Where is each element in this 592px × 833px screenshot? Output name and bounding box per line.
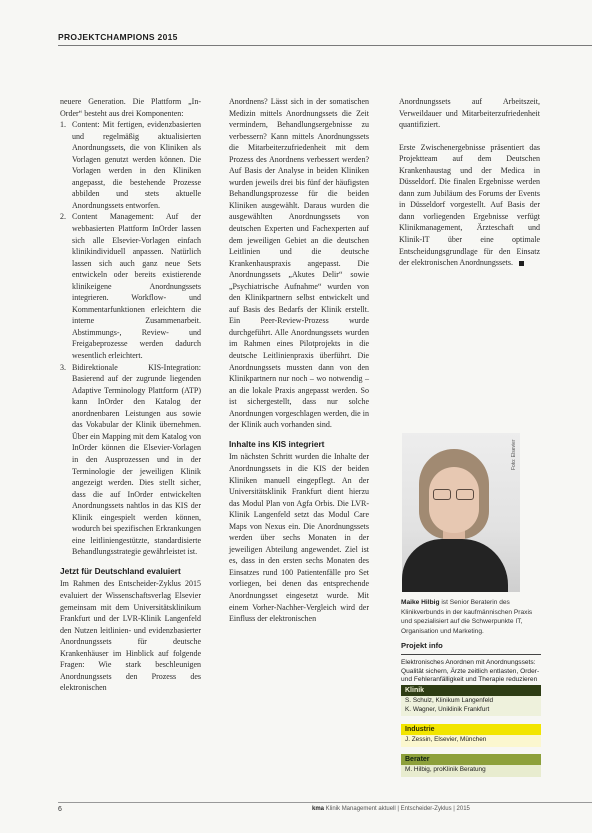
photo-credit: Foto: Elsevier <box>511 439 517 470</box>
info-industrie-label: Industrie <box>401 724 541 735</box>
info-industrie-body <box>401 735 541 747</box>
info-klinik-line: S. Schulz, Klinikum Langenfeld <box>405 697 494 704</box>
project-info-divider <box>401 654 541 655</box>
footer-meta-text: Klinik Management aktuell | Entscheider-Zyklus | 2015 <box>324 806 470 812</box>
caption-name: Maike Hilbig <box>401 599 440 606</box>
info-klinik-body <box>401 696 541 716</box>
project-info-description: Elektronisches Anordnen mit Anordnungssets: Qualität sichern, Ärzte zeitlich entlasten, Order- und Fehleranfälligkeit und Therapie reduzieren <box>401 659 540 684</box>
text-column-1 <box>60 96 201 694</box>
photo-face <box>429 467 479 533</box>
list-number: 3. <box>60 362 66 372</box>
list-text: Content: Mit fertigen, evidenzbasierten und regelmäßig aktualisierten Anordnungssets, die von Kliniken als Vorlagen genutzt werden können. Die Vorlagen werden in den Kliniken angepasst, die bestehende Prozesse abbilden und stets aktuelle Anordnungssets entworfen. <box>72 120 201 210</box>
subheading-kis-integration: Inhalte ins KIS integriert <box>229 438 325 449</box>
page-number: 6 <box>58 806 62 813</box>
info-block-industrie <box>401 724 541 747</box>
text-column-2 <box>229 96 369 625</box>
list-number: 1. <box>60 120 66 130</box>
column1-intro: neuere Generation. Die Plattform „In-Order“ besteht aus drei Komponenten: <box>60 97 201 118</box>
caption-text: ist Senior Beraterin des Klinikverbunds in der kaufmännischen Praxis und spezialisiert auf die Schwerpunkte IT, Organisation und Marketing. <box>401 599 533 635</box>
info-block-klinik <box>401 685 541 716</box>
column3-paragraph-1: Anordnungssets auf Arbeitszeit, Verweildauer und Mitarbeiterzufriedenheit quantifiziert. <box>399 97 540 130</box>
portrait-photo <box>402 433 520 592</box>
subheading-evaluation: Jetzt für Deutschland evaluiert <box>60 565 181 576</box>
header-label: PROJEKTCHAMPIONS 2015 <box>58 32 178 42</box>
footer-journal: kma <box>312 806 325 812</box>
footer-publication <box>312 806 470 812</box>
column2-paragraph-1: Anordnens? Lässt sich in der somatischen Medizin mittels Anordnungssets die Zeit vermindern, Behandlungsergebnisse zu verbessern? Kann mittels Anordnungssets die Mitarbeiterzufriedenheit mit dem Prozess des Anordnens verbessert werden? Auf Basis der Analyse in beiden Kliniken wurden jeweils drei bis fünf der häufigsten Behandlungsprozesse für die beiden Kliniken ausgewählt. Daraus wurden die ausgewählten Anordnungssets von deutschen Experten und Fachexperten auf dem jeweiligen Gebiet an die deutschen Leitlinien und die deutsche Krankenhauspraxis angepasst. Die Anordnungssets „Akutes Delir“ sowie „Psychiatrische Aufnahme“ wurden von den Klinikpartnern selbst entwickelt und auf Basis des Bedarfs der Klinik erstellt. Ein Peer-Review-Prozess wurde durchgeführt. Alle Anordnungssets wurden im Rahmen eines Pilotprojekts in die deutsche Leitlinienpraxis überführt. Die Anordnungssets mussten dann von den Klinikpartnern nur noch – wo notwendig – an die lokale Praxis angepasst werden. So ist sichergestellt, dass nur solche Anordnungen vorgeschlagen werden, die in der Klinik auch vorhanden sind. <box>229 97 369 430</box>
info-klinik-label: Klinik <box>401 685 541 696</box>
column3-paragraph-2 <box>399 142 540 269</box>
info-berater-body <box>401 765 541 777</box>
photo-body <box>402 539 508 592</box>
photo-caption <box>401 598 541 636</box>
photo-glasses-left <box>433 489 451 500</box>
column1-paragraph: Im Rahmen des Entscheider-Zyklus 2015 evaluiert der Wissenschaftsverlag Elsevier gemeinsam mit dem Universitätsklinikum Frankfurt und der LVR-Klinik Langenfeld den Nutzen leitlinien- und evidenzbasierter Anordnungssets für deutsche Krankenhäuser im Hinblick auf folgende Fragen: Wie stark beschleunigen Anordnungssets den Prozess des elektronischen <box>60 579 201 693</box>
list-item <box>60 211 201 361</box>
list-item <box>60 362 201 558</box>
list-item <box>60 119 201 211</box>
column2-paragraph-2: Im nächsten Schritt wurden die Inhalte der Anordnungssets in die KIS der beiden Kliniken manuell eingepflegt. An der Universitätsklinik Frankfurt dient hierzu das Modul Plan von Agfa Orbis. Die LVR-Klinik Langenfeld setzt das Modul Care Maps von Nexus ein. Die Anordnungssets werden über sechs Monaten in der jeweiligen Abteilung angewendet. Ziel ist es, dass in den ersten sechs Monaten des Einsatzes rund 100 Patientenfälle pro Set vorliegen, bei denen das entsprechende Anordnungsset eingesetzt wurde. Mit einem Vorher-Nachher-Vergleich wird der Einfluss der elektronischen <box>229 452 369 624</box>
end-of-article-mark <box>519 261 524 266</box>
text-column-3 <box>399 96 540 269</box>
list-text: Content Management: Auf der webbasierten Plattform InOrder lassen sich alle Elsevier-Vorlagen einfach klinikindividuell anpassen. Natürlich lassen sich auch ganz neue Sets entwickeln oder bereits existierende klinikeigene Anordnungssets integrieren. Workflow- und Kommentarfunktionen erleichtern die interne Zusammenarbeit. Abstimmungs-, Review- und Freigabeprozesse werden dadurch wesentlich erleichtert. <box>72 212 201 361</box>
info-berater-line: M. Hilbig, proKlinik Beratung <box>405 766 486 773</box>
column3-paragraph-2-text: Erste Zwischenergebnisse präsentiert das Projektteam auf dem Deutschen Krankenhaustag und der Medica in Düsseldorf. Die finalen Ergebnisse werden dann zum Jubiläum des Forums der Events in Düsseldorf vorgestellt. Auf Basis der dann vorliegenden Ergebnisse verfügt Klinikmanagement, Ärzteschaft und Klinik-IT über eine optimale Entscheidungsgrundlage für den Einsatz der elektronischen Anordnungssets. <box>399 142 540 268</box>
photo-glasses-right <box>456 489 474 500</box>
footer-divider <box>58 802 592 803</box>
info-industrie-line: J. Zessin, Elsevier, München <box>405 736 487 743</box>
info-block-berater <box>401 754 541 777</box>
project-info-title: Projekt info <box>401 641 443 650</box>
component-list <box>60 119 201 558</box>
info-berater-label: Berater <box>401 754 541 765</box>
list-text: Bidirektionale KIS-Integration: Basierend auf der zugrunde liegenden Adaptive Terminology Plattform (ATP) kann InOrder den Katalog der anordnenbaren Leistungen aus sowie das Vokabular der Klinik übernehmen. Über ein Mapping mit dem Katalog von InOrder können die Elsevier-Vorlagen in den Ausprozessen und in der Terminologie der jeweiligen Klinik angezeigt werden. Dies stellt sicher, dass die auf InOrder entwickelten Anordnungssets nahtlos in das KIS der Klinik eingespielt werden können, wodurch bei spezifischen Erkrankungen eine leitliniengestützte, standardisierte Behandlungsstrategie gewährleistet ist. <box>72 362 201 557</box>
info-klinik-line: K. Wagner, Uniklinik Frankfurt <box>405 705 490 713</box>
list-number: 2. <box>60 212 66 222</box>
header-divider <box>58 45 592 46</box>
